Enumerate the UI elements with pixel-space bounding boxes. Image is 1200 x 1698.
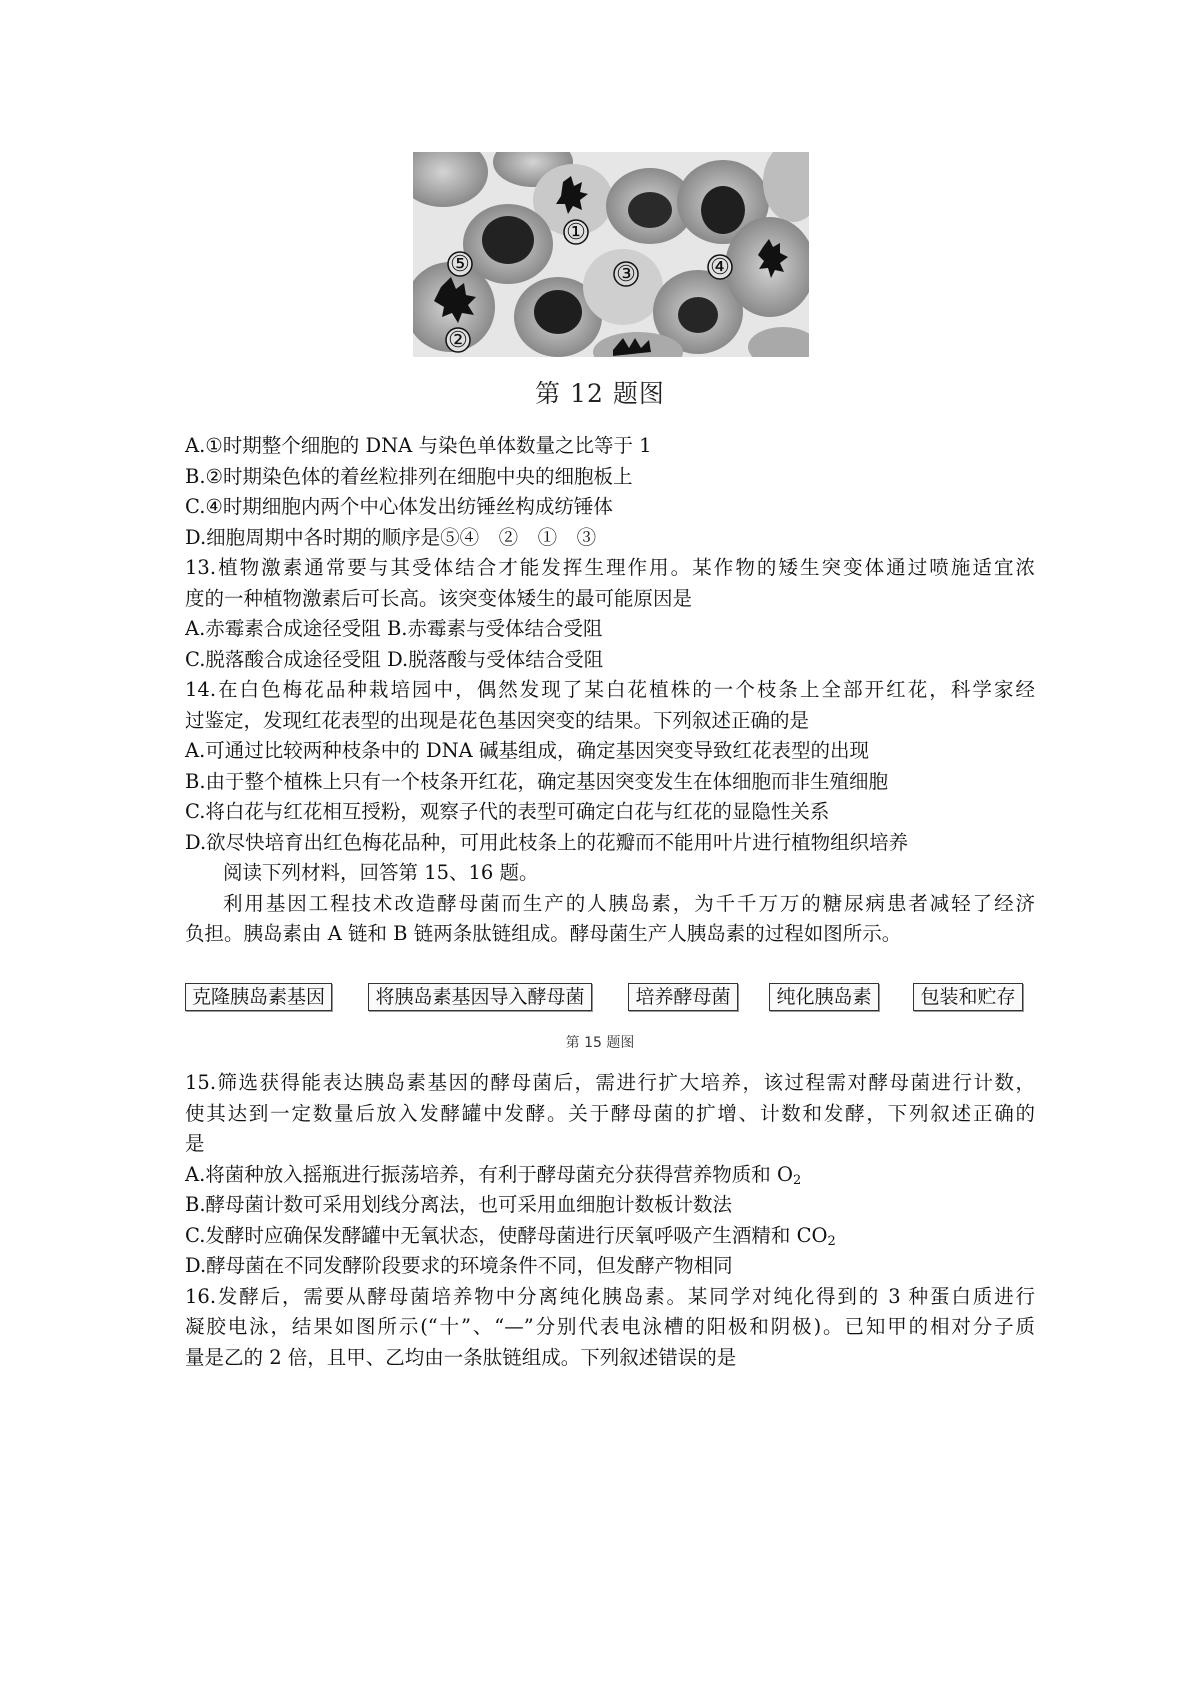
cell-label-4: ④ [710, 255, 730, 280]
material-intro: 阅读下列材料，回答第 15、16 题。 [223, 861, 539, 884]
flow-step-clone-gene: 克隆胰岛素基因 [185, 983, 332, 1011]
figure-15-caption: 第 15 题图 [565, 1035, 635, 1051]
q15-stem-line-3: 是 [185, 1132, 205, 1155]
flow-step-transfer-gene: 将胰岛素基因导入酵母菌 [368, 983, 592, 1011]
flow-step-culture-yeast: 培养酵母菌 [628, 983, 738, 1011]
cell-micrograph-image [413, 152, 809, 357]
material-text-line-2: 负担。胰岛素由 A 链和 B 链两条肽链组成。酵母菌生产人胰岛素的过程如图所示。 [185, 922, 902, 945]
q14-option-d: D.欲尽快培育出红色梅花品种，可用此枝条上的花瓣而不能用叶片进行植物组织培养 [185, 830, 909, 854]
q15-stem-line-2: 使其达到一定数量后放入发酵罐中发酵。关于酵母菌的扩增、计数和发酵，下列叙述正确的 [185, 1101, 1035, 1125]
q13-stem-line-1: 13.植物激素通常要与其受体结合才能发挥生理作用。某作物的矮生突变体通过喷施适宜浓 [185, 556, 1035, 579]
q12-option-b: B.②时期染色体的着丝粒排列在细胞中央的细胞板上 [185, 464, 633, 488]
q14-option-c: C.将白花与红花相互授粉，观察子代的表型可确定白花与红花的显隐性关系 [185, 800, 830, 823]
q15-option-d: D.酵母菌在不同发酵阶段要求的环境条件不同，但发酵产物相同 [185, 1254, 733, 1277]
q14-option-b: B.由于整个植株上只有一个枝条开红花，确定基因突变发生在体细胞而非生殖细胞 [185, 769, 889, 793]
q12-option-d: D.细胞周期中各时期的顺序是⑤④ ② ① ③ [185, 525, 597, 549]
q15-option-b: B.酵母菌计数可采用划线分离法，也可采用血细胞计数板计数法 [185, 1193, 733, 1216]
q16-stem-line-1: 16.发酵后，需要从酵母菌培养物中分离纯化胰岛素。某同学对纯化得到的 3 种蛋白质进行 [185, 1284, 1035, 1308]
cell-label-2: ② [448, 328, 468, 353]
q16-stem-line-2: 凝胶电泳，结果如图所示(“十”、“—”分别代表电泳槽的阳极和阴极)。已知甲的相对分子质 [185, 1315, 1035, 1338]
cell-label-5: ⑤ [450, 252, 470, 277]
flow-step-package-store: 包装和贮存 [913, 983, 1023, 1011]
cell-label-1: ① [566, 220, 586, 245]
material-text-line-1: 利用基因工程技术改造酵母菌而生产的人胰岛素，为千千万万的糖尿病患者减轻了经济 [223, 891, 1035, 915]
q15-option-a-text: A.将菌种放入摇瓶进行振荡培养，有利于酵母菌充分获得营养物质和 O [185, 1162, 793, 1186]
q14-option-a: A.可通过比较两种枝条中的 DNA 碱基组成，确定基因突变导致红花表型的出现 [185, 739, 869, 762]
q16-stem-line-3: 量是乙的 2 倍，且甲、乙均由一条肽链组成。下列叙述错误的是 [185, 1345, 737, 1369]
q13-stem-line-2: 度的一种植物激素后可长高。该突变体矮生的最可能原因是 [185, 586, 693, 610]
flow-step-purify-insulin: 纯化胰岛素 [769, 983, 879, 1011]
q12-option-c: C.④时期细胞内两个中心体发出纺锤丝构成纺锤体 [185, 495, 613, 518]
cell-label-3: ③ [616, 262, 636, 287]
q14-stem-line-2: 过鉴定，发现红花表型的出现是花色基因突变的结果。下列叙述正确的是 [185, 708, 810, 732]
q15-option-c-text: C.发酵时应确保发酵罐中无氧状态，使酵母菌进行厌氧呼吸产生酒精和 CO [185, 1223, 828, 1247]
figure-12-caption: 第 12 题图 [535, 379, 665, 408]
q15-option-a [185, 1160, 1035, 1191]
q13-options-line-1: A.赤霉素合成途径受阻 B.赤霉素与受体结合受阻 [185, 617, 603, 640]
q15-option-c-subscript: 2 [827, 1233, 836, 1249]
q15-stem-line-1: 15.筛选获得能表达胰岛素基因的酵母菌后，需进行扩大培养，该过程需对酵母菌进行计数， [185, 1071, 1035, 1094]
q13-options-line-2: C.脱落酸合成途径受阻 D.脱落酸与受体结合受阻 [185, 647, 604, 671]
q12-option-a: A.①时期整个细胞的 DNA 与染色单体数量之比等于 1 [185, 434, 652, 457]
q14-stem-line-1: 14.在白色梅花品种栽培园中，偶然发现了某白花植株的一个枝条上全部开红花，科学家经 [185, 678, 1035, 701]
figure-12-cell-micrograph [413, 152, 809, 357]
question-15-16-block [185, 1068, 1035, 1373]
question-12-options [185, 431, 1035, 950]
q15-option-a-subscript: 2 [792, 1172, 802, 1188]
figure-15-process-flow [185, 983, 1035, 1013]
q15-option-c [185, 1221, 1035, 1252]
